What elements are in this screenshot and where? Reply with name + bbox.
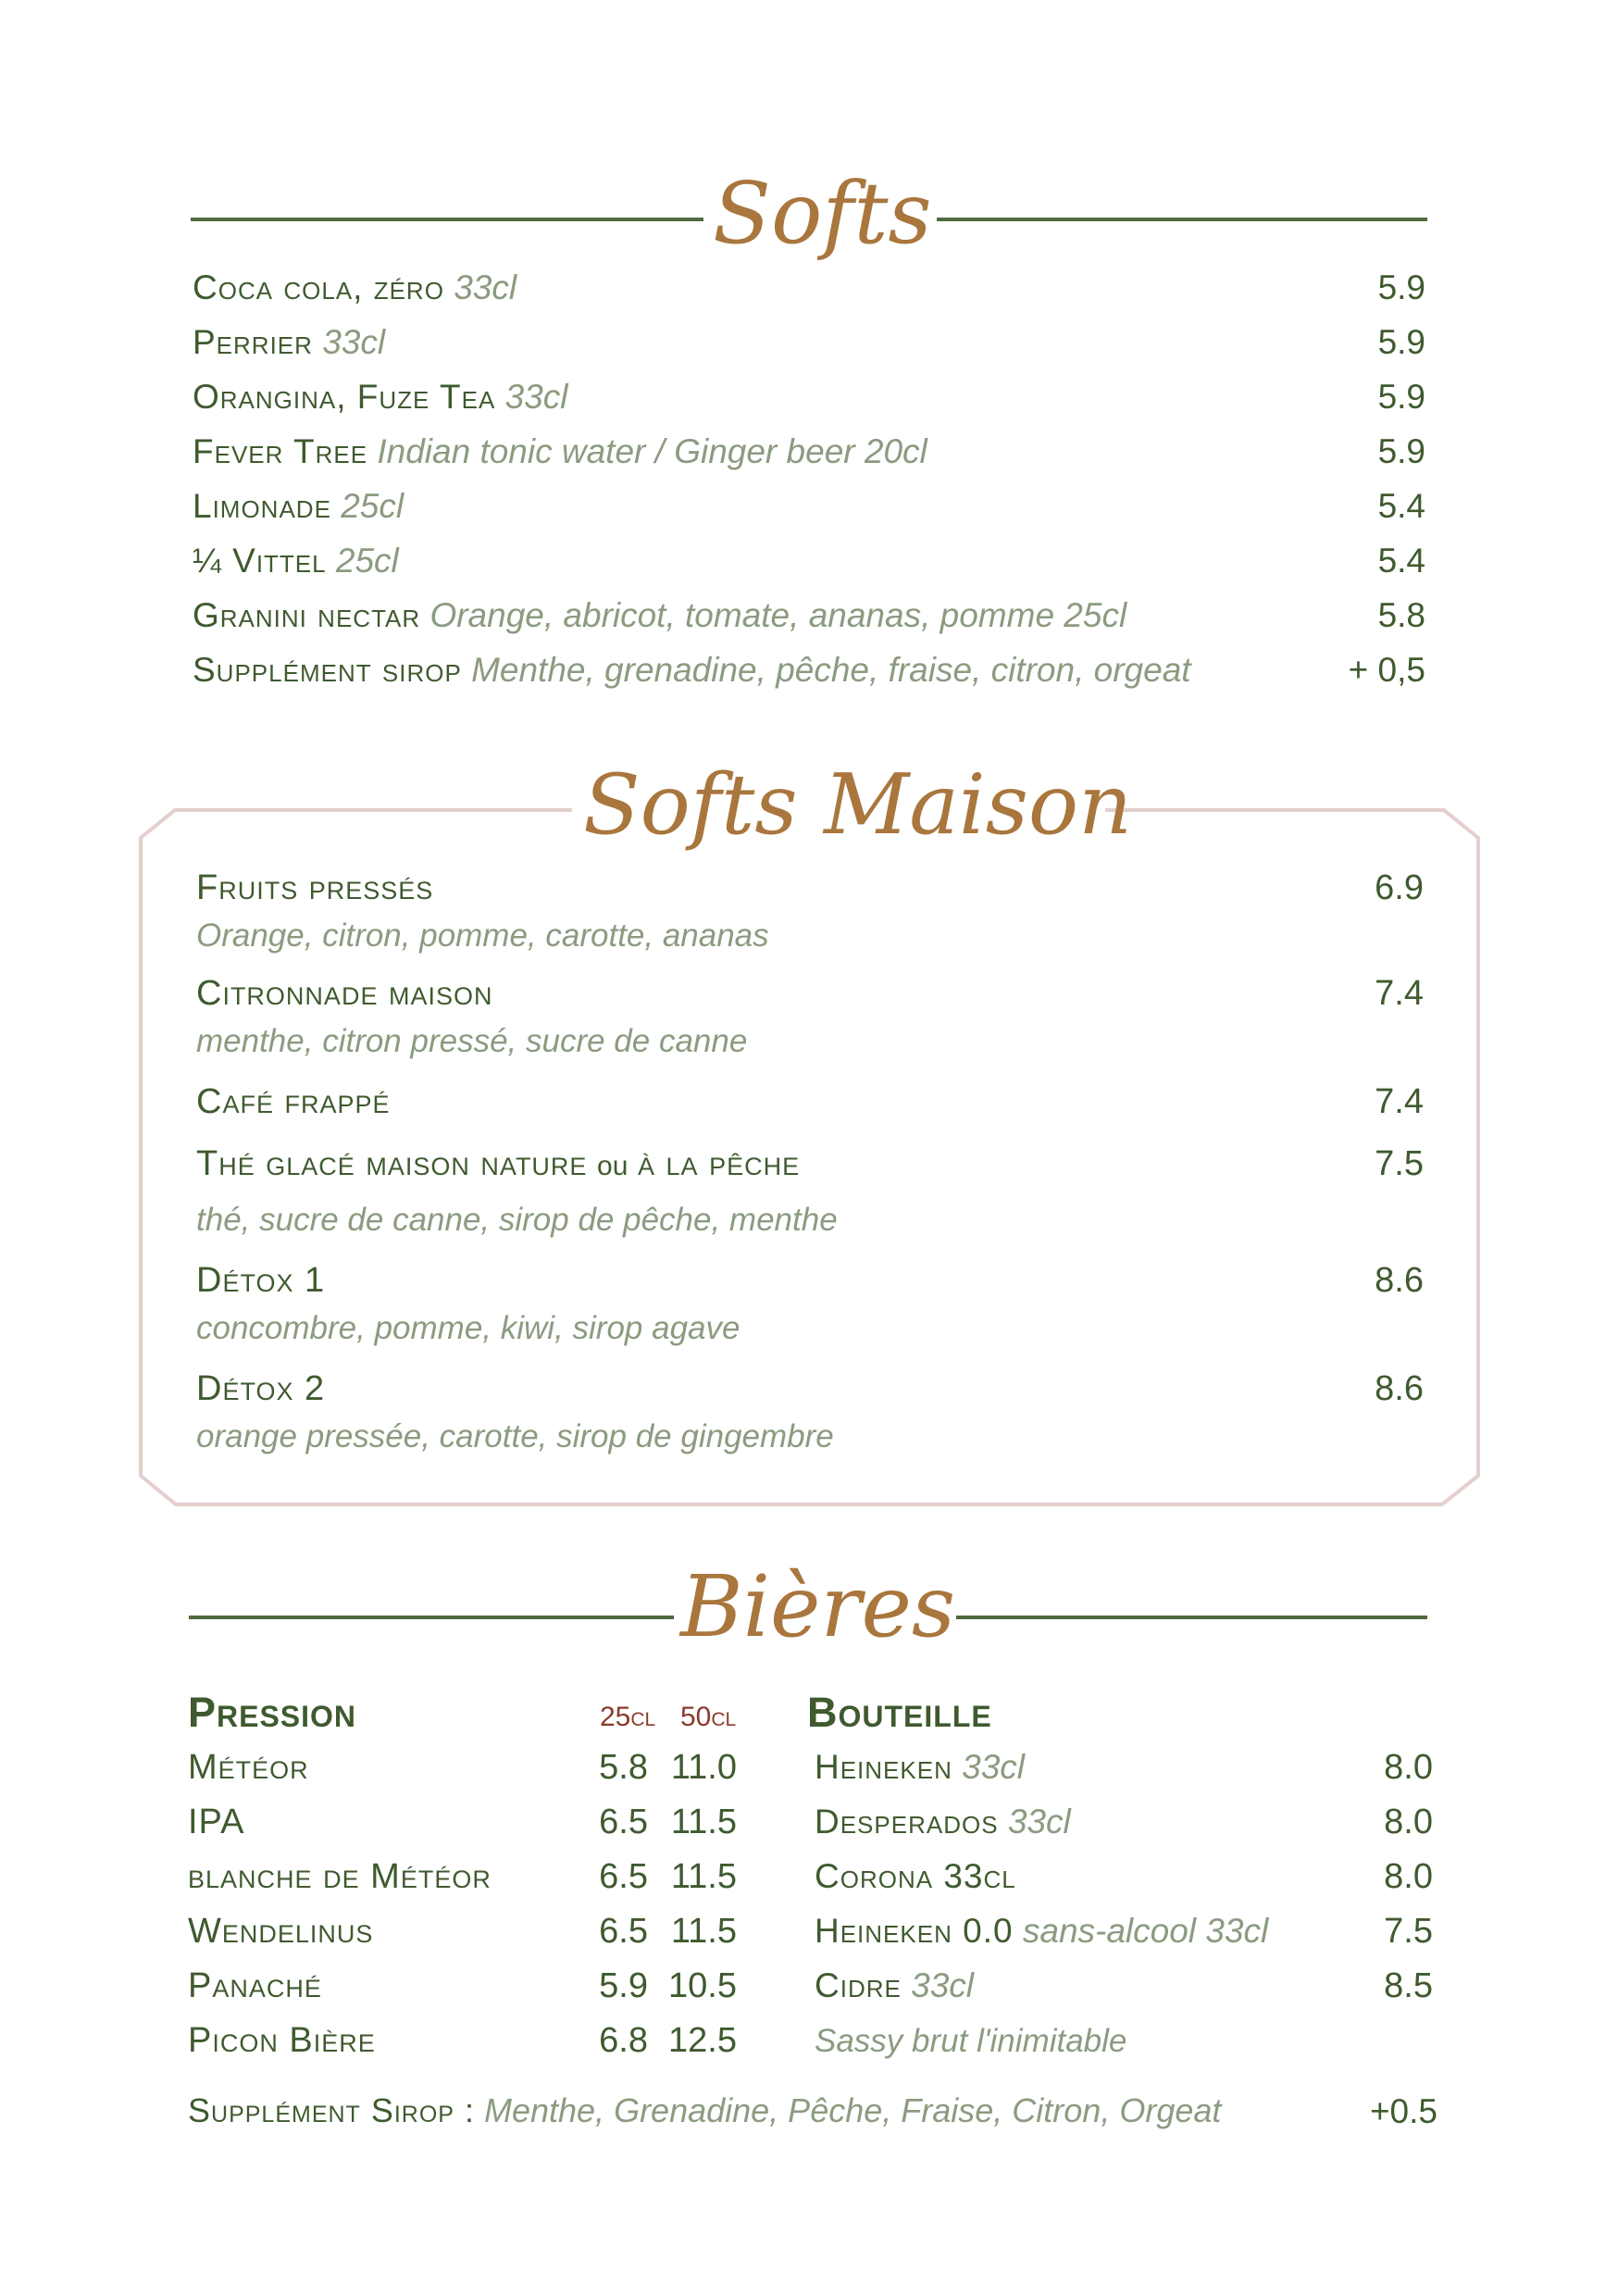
col-25cl: 25cl	[600, 1702, 656, 1732]
item-desc: orange pressée, carotte, sirop de gingembre	[196, 1418, 834, 1454]
price-50cl: 11.0	[670, 1748, 737, 1787]
item-name: Détox 2	[196, 1369, 326, 1408]
item-desc: 25cl	[341, 487, 404, 525]
price-50cl: 11.5	[670, 1803, 737, 1841]
item-name: Café frappé	[196, 1082, 391, 1121]
item-price: 5.4	[1377, 542, 1425, 580]
item-desc: 33cl	[322, 323, 386, 361]
bouteille-note: Sassy brut l'inimitable	[815, 2023, 1127, 2059]
item-name: Panaché	[188, 1966, 322, 2005]
item-price: 5.9	[1377, 432, 1425, 470]
item-name: Perrier	[193, 323, 313, 361]
list-item	[815, 1968, 974, 2003]
item-name-alt: à la pêche	[637, 1144, 801, 1183]
price-50cl: 11.5	[670, 1857, 737, 1896]
list-item	[815, 1750, 1025, 1784]
item-name: Limonade	[193, 487, 331, 525]
item-price: 7.4	[1375, 1082, 1424, 1121]
item-desc: Indian tonic water / Ginger beer 20cl	[377, 432, 927, 470]
item-price: 7.5	[1375, 1144, 1424, 1183]
item-price: 5.9	[1377, 268, 1425, 306]
item-name: Coca cola, zéro	[193, 268, 444, 306]
item-desc: 33cl	[454, 268, 517, 306]
item-connector: ou	[597, 1151, 629, 1181]
item-price: 6.9	[1375, 868, 1424, 907]
item-price: 8.6	[1375, 1369, 1424, 1408]
item-price: 8.0	[1384, 1803, 1433, 1841]
col-50cl: 50cl	[680, 1702, 737, 1732]
item-name: Heineken 0.0	[815, 1912, 1014, 1950]
item-name: Cidre	[815, 1966, 902, 2004]
softs-maison-title: Softs Maison	[583, 756, 1133, 854]
item-name: Wendelinus	[188, 1912, 374, 1951]
price-50cl: 11.5	[670, 1912, 737, 1951]
item-name: IPA	[188, 1803, 245, 1841]
item-name: Fever Tree	[193, 432, 368, 470]
item-price: + 0,5	[1348, 651, 1425, 689]
item-desc: sans-alcool 33cl	[1022, 1912, 1269, 1950]
price-50cl: 12.5	[668, 2021, 737, 2060]
item-desc: Orange, abricot, tomate, ananas, pomme 25cl	[429, 596, 1127, 634]
item-name: Thé glacé maison nature	[196, 1144, 588, 1183]
bieres-rule-right	[956, 1616, 1427, 1619]
item-price: 5.9	[1377, 323, 1425, 361]
item-name: Citronnade maison	[196, 974, 493, 1013]
list-item	[196, 1146, 800, 1181]
item-price: 5.8	[1377, 596, 1425, 634]
item-desc: 33cl	[911, 1966, 975, 2004]
item-name: Picon Bière	[188, 2021, 376, 2060]
item-price: 5.9	[1377, 378, 1425, 416]
softs-title: Softs	[713, 164, 932, 263]
item-price: 5.4	[1377, 487, 1425, 525]
item-name: Supplément sirop	[193, 651, 462, 689]
bieres-rule-left	[189, 1616, 674, 1619]
item-desc: menthe, citron pressé, sucre de canne	[196, 1023, 748, 1059]
beer-supplement	[188, 2091, 1222, 2129]
item-name: Granini nectar	[193, 596, 421, 634]
item-desc: 33cl	[1007, 1803, 1071, 1841]
item-desc: Orange, citron, pomme, carotte, ananas	[196, 917, 769, 954]
item-name: Heineken	[815, 1748, 952, 1786]
bieres-title: Bières	[680, 1557, 956, 1656]
item-desc: Menthe, grenadine, pêche, fraise, citron, orgeat	[471, 651, 1191, 689]
item-name: Détox 1	[196, 1261, 326, 1300]
pression-heading: Pression	[188, 1689, 357, 1736]
list-item	[815, 1859, 1016, 1893]
item-name: Desperados	[815, 1803, 999, 1841]
item-price: 7.5	[1384, 1912, 1433, 1951]
item-name: ¼ Vittel	[193, 542, 327, 580]
supplement-label: Supplément Sirop :	[188, 2091, 475, 2129]
item-price: 7.4	[1375, 974, 1424, 1013]
supplement-desc: Menthe, Grenadine, Pêche, Fraise, Citron, Orgeat	[483, 2091, 1222, 2129]
price-25cl: 5.9	[599, 1966, 648, 2005]
price-25cl: 6.5	[599, 1912, 648, 1951]
list-item	[815, 1804, 1071, 1839]
item-price: 8.0	[1384, 1857, 1433, 1896]
supplement-price: +0.5	[1369, 2092, 1438, 2130]
item-desc: concombre, pomme, kiwi, sirop agave	[196, 1310, 741, 1346]
item-desc: 33cl	[504, 378, 568, 416]
item-name: blanche de Météor	[188, 1857, 492, 1896]
item-name: Fruits pressés	[196, 868, 434, 907]
item-desc: 25cl	[335, 542, 399, 580]
bouteille-heading: Bouteille	[807, 1689, 992, 1736]
item-price: 8.0	[1384, 1748, 1433, 1787]
price-25cl: 6.5	[599, 1857, 648, 1896]
item-desc: 33cl	[962, 1748, 1026, 1786]
price-25cl: 5.8	[599, 1748, 648, 1787]
item-name: Corona 33cl	[815, 1857, 1016, 1895]
price-50cl: 10.5	[668, 1966, 737, 2005]
price-25cl: 6.5	[599, 1803, 648, 1841]
price-25cl: 6.8	[599, 2021, 648, 2060]
item-price: 8.6	[1375, 1261, 1424, 1300]
item-name: Orangina, Fuze Tea	[193, 378, 496, 416]
item-name: Météor	[188, 1748, 309, 1787]
item-desc: thé, sucre de canne, sirop de pêche, menthe	[196, 1202, 838, 1238]
item-price: 8.5	[1384, 1966, 1433, 2005]
list-item	[815, 1914, 1268, 1948]
